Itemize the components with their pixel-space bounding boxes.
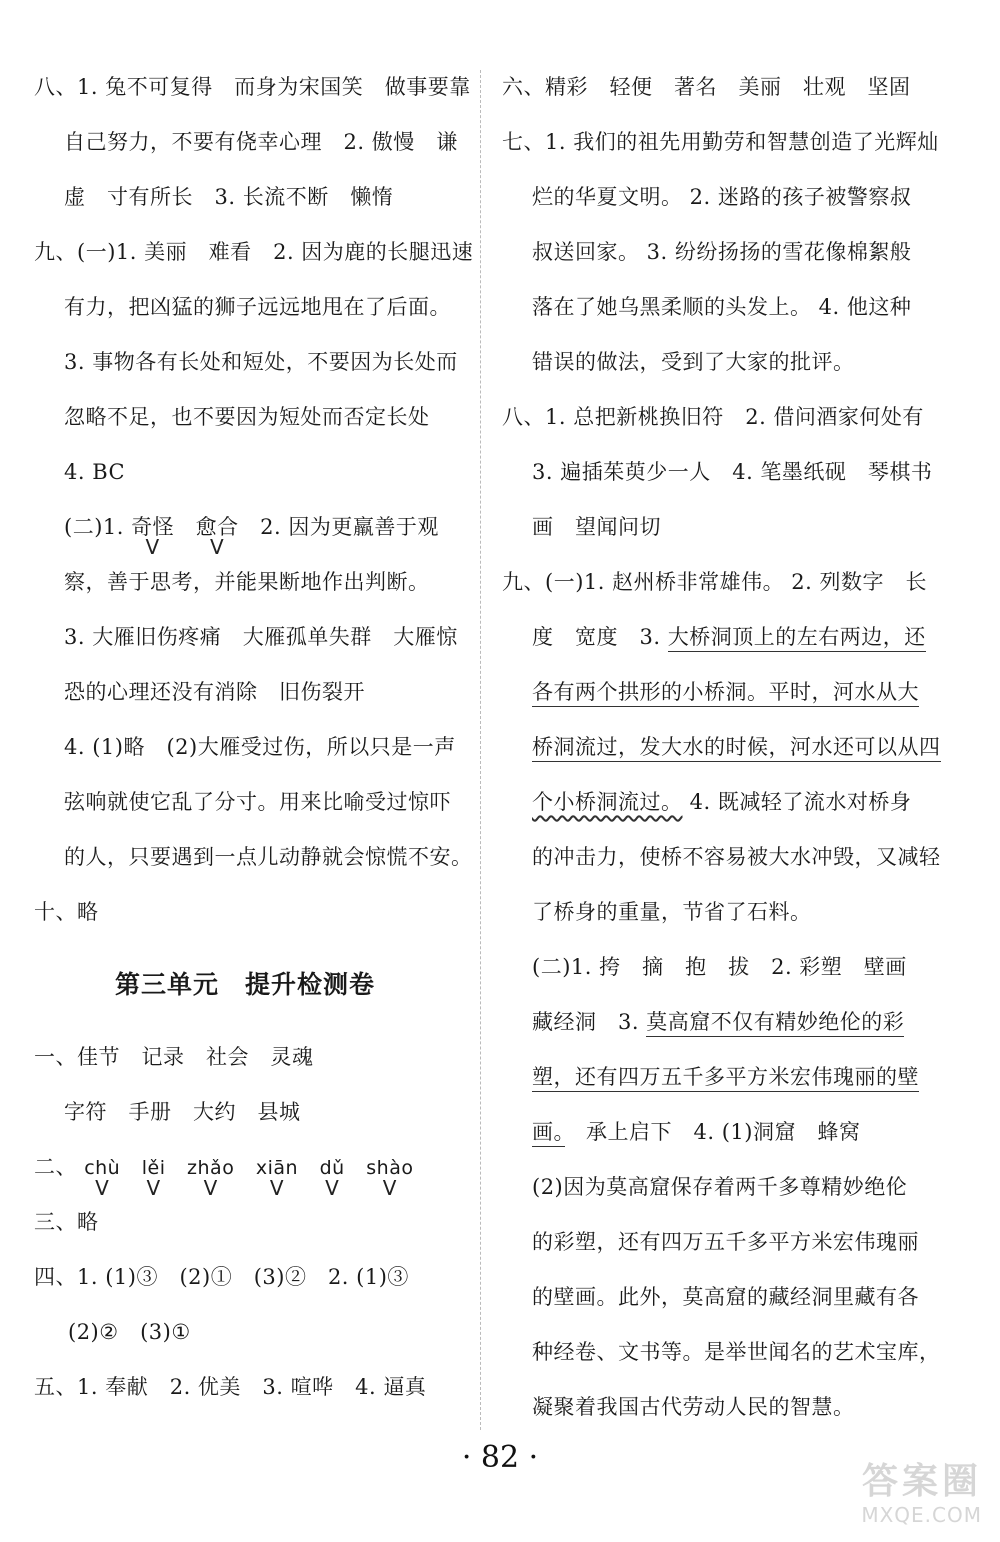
answer-line: (2)因为莫高窟保存着两千多尊精妙绝伦 (532, 1175, 908, 1199)
answer-line (502, 995, 922, 1050)
answer-line: 察，善于思考，并能果断地作出判断。 (64, 570, 430, 594)
marked-word: 奇怪 V (131, 500, 174, 555)
answer-line (502, 610, 926, 665)
answer-line: 自己努力，不要有侥幸心理 2. 傲慢 谦 (64, 130, 458, 154)
answer-line: 六、精彩 轻便 著名 美丽 壮观 坚固 (502, 75, 911, 99)
answer-line: 3. 遍插茱萸少一人 4. 笔墨纸砚 琴棋书 (532, 460, 933, 484)
answer-line: 有力，把凶猛的狮子远远地甩在了后面。 (64, 295, 451, 319)
marked-word: 愈合 V (196, 500, 239, 555)
answer-text: 度 宽度 3. (532, 625, 668, 649)
answer-text: 承上启下 4. (1)洞窟 蜂窝 (564, 1120, 861, 1144)
answer-line: 的人，只要遇到一点儿动静就会惊慌不安。 (64, 845, 473, 869)
answer-line: 三、略 (34, 1210, 99, 1234)
answer-line (502, 665, 922, 720)
answer-line: 恐的心理还没有消除 旧伤裂开 (64, 680, 365, 704)
answer-line: 一、佳节 记录 社会 灵魂 (34, 1045, 314, 1069)
left-column (34, 60, 474, 1415)
answer-line (502, 1050, 922, 1105)
watermark (792, 1462, 982, 1532)
pinyin: dǔ V (320, 1141, 345, 1196)
underlined-answer: 大桥洞顶上的左右两边，还 (668, 625, 926, 652)
answer-line: 3. 事物各有长处和短处，不要因为长处而 (64, 350, 458, 374)
answer-line: 虚 寸有所长 3. 长流不断 懒惰 (64, 185, 394, 209)
underlined-answer: 各有两个拱形的小桥洞。平时，河水从大 (532, 680, 919, 707)
answer-line: 叔送回家。 3. 纷纷扬扬的雪花像棉絮般 (532, 240, 912, 264)
wavy-underlined-answer: 个小桥洞流过。 (532, 790, 683, 814)
answer-line: 烂的华夏文明。 2. 迷路的孩子被警察叔 (532, 185, 912, 209)
answer-line: 落在了她乌黑柔顺的头发上。 4. 他这种 (532, 295, 912, 319)
answer-line: 画 望闻问切 (532, 515, 661, 539)
answer-line: 五、1. 奉献 2. 优美 3. 喧哗 4. 逼真 (34, 1375, 427, 1399)
answer-line: 七、1. 我们的祖先用勤劳和智慧创造了光辉灿 (502, 130, 939, 154)
answer-text: 2. 因为更羸善于观 (238, 515, 439, 539)
answer-line (34, 500, 456, 555)
answer-line: 的冲击力，使桥不容易被大水冲毁，又减轻 (532, 845, 941, 869)
answer-line: 种经卷、文书等。是举世闻名的艺术宝库， (532, 1340, 941, 1364)
answer-line: 八、1. 总把新桃换旧符 2. 借问酒家何处有 (502, 405, 924, 429)
page-number: · 82 · (461, 1440, 539, 1475)
answer-line: 九、(一)1. 赵州桥非常雄伟。 2. 列数字 长 (502, 570, 927, 594)
answer-text (174, 515, 196, 539)
answer-line: 弦响就使它乱了分寸。用来比喻受过惊吓 (64, 790, 451, 814)
pinyin: chù V (84, 1141, 120, 1196)
pinyin: shào V (366, 1141, 413, 1196)
answer-line (502, 720, 941, 775)
answer-text: (二)1. (64, 515, 132, 539)
answer-line: 八、1. 兔不可复得 而身为宋国笑 做事要靠 (34, 75, 471, 99)
right-column (502, 60, 941, 1435)
underlined-answer: 桥洞流过，发大水的时候，河水还可以从四 (532, 735, 941, 762)
answer-line: 的壁画。此外，莫高窟的藏经洞里藏有各 (532, 1285, 919, 1309)
pinyin: zhǎo V (187, 1141, 234, 1196)
watermark-logo: 答案圈 (861, 1461, 982, 1502)
answer-text: 4. 既减轻了流水对桥身 (682, 790, 912, 814)
pinyin: lěi V (142, 1141, 166, 1196)
section-title: 第三单元 提升检测卷 (114, 970, 375, 999)
answer-line: 3. 大雁旧伤疼痛 大雁孤单失群 大雁惊 (64, 625, 458, 649)
answer-line: 4. (1)略 (2)大雁受过伤，所以只是一声 (64, 735, 456, 759)
answer-line: 凝聚着我国古代劳动人民的智慧。 (532, 1395, 855, 1419)
answer-line: (二)1. 挎 摘 抱 拔 2. 彩塑 壁画 (532, 955, 907, 979)
question-number: 二、 (34, 1155, 77, 1179)
answer-line: 十、略 (34, 900, 99, 924)
answer-line (502, 775, 922, 830)
answer-line: 的彩塑，还有四万五千多平方米宏伟瑰丽 (532, 1230, 919, 1254)
answer-text: 藏经洞 3. (532, 1010, 647, 1034)
answer-line: (2)② (3)① (68, 1320, 191, 1344)
answer-line: 忽略不足，也不要因为短处而否定长处 (64, 405, 430, 429)
answer-line: 字符 手册 大约 县城 (64, 1100, 301, 1124)
answer-line (502, 1105, 922, 1160)
answer-line: 四、1. (1)③ (2)① (3)② 2. (1)③ (34, 1265, 409, 1289)
answer-line: 错误的做法，受到了大家的批评。 (532, 350, 855, 374)
answer-line: 九、(一)1. 美丽 难看 2. 因为鹿的长腿迅速 (34, 240, 474, 264)
answer-line: 4. BC (64, 460, 126, 484)
underlined-answer: 画。 (532, 1120, 565, 1147)
underlined-answer: 塑，还有四万五千多平方米宏伟瑰丽的壁 (532, 1065, 919, 1092)
pinyin: xiān V (256, 1141, 298, 1196)
pinyin-line (34, 1140, 456, 1195)
answer-line: 了桥身的重量，节省了石料。 (532, 900, 812, 924)
watermark-url: MXQE.COM (861, 1503, 982, 1527)
underlined-answer: 莫高窟不仅有精妙绝伦的彩 (646, 1010, 904, 1037)
column-divider (480, 70, 481, 1430)
